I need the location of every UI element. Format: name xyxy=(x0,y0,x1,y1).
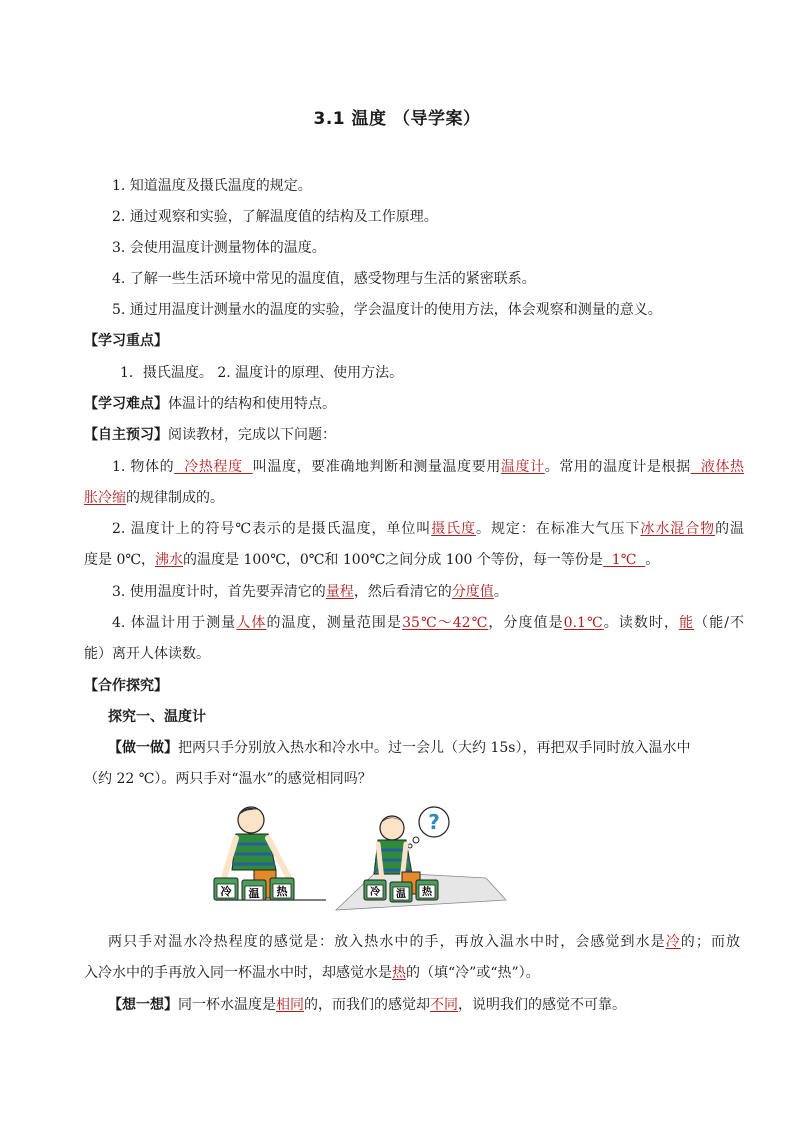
page-title: 3.1 温度 （导学案） xyxy=(313,109,481,129)
do-it-tag: 【做一做】 xyxy=(108,740,178,756)
q1-text: 。常用的温度计是根据 xyxy=(544,459,691,475)
feeling-text: 的（填“冷”或“热”）。 xyxy=(406,965,540,981)
preview-content: 阅读教材，完成以下问题： xyxy=(168,427,336,443)
q1-answer-2: 温度计 xyxy=(500,459,545,475)
feeling-text: 入冷水中的手再放入同一杯温水中时，却感觉水是 xyxy=(84,965,392,981)
q1-answer-3: 液体热 xyxy=(690,459,745,475)
do-it-line-2: （约 22 ℃）。两只手对“温水”的感觉相同吗？ xyxy=(84,771,372,787)
hands-in-water-illustration xyxy=(206,800,586,920)
question-1-line-2 xyxy=(84,488,716,508)
difficulties-content: 体温计的结构和使用特点。 xyxy=(168,396,336,412)
feeling-line-2 xyxy=(84,963,716,983)
key-points-content: 1．摄氏温度。 2. 温度计的原理、使用方法。 xyxy=(120,365,404,381)
question-1-line-1 xyxy=(84,457,744,477)
q1-answer-1: 冷热程度 xyxy=(174,459,253,475)
q2-answer-2: 冰水混合物 xyxy=(640,521,716,537)
q4-text: 的温度，测量范围是 xyxy=(266,615,403,631)
q3-text: 3. 使用温度计时，首先要弄清它的 xyxy=(112,584,326,600)
objective-5: 5. 通过用温度计测量水的温度的实验，学会温度计的使用方法，体会观察和测量的意义。 xyxy=(112,302,662,318)
label-warm: 温 xyxy=(248,887,260,900)
objective-4: 4. 了解一些生活环境中常见的温度值，感受物理与生活的紧密联系。 xyxy=(112,271,536,287)
key-points-heading: 【学习重点】 xyxy=(84,333,168,349)
explore-1-heading: 探究一、温度计 xyxy=(108,709,206,725)
q2-text: 2. 温度计上的符号℃表示的是摄氏温度，单位叫 xyxy=(112,521,432,537)
q4-text: 4. 体温计用于测量 xyxy=(112,615,237,631)
objective-3: 3. 会使用温度计测量物体的温度。 xyxy=(112,240,326,256)
q4-text: 。读数时， xyxy=(603,615,680,631)
q4-answer-3: 0.1℃ xyxy=(563,615,604,631)
feeling-text: 的；而放 xyxy=(680,934,741,950)
cooperate-heading: 【合作探究】 xyxy=(84,678,168,694)
right-scene xyxy=(336,807,506,910)
preview-line xyxy=(84,425,716,445)
q2-text: 。 xyxy=(645,552,660,568)
question-4-line-2: 能）离开人体读数。 xyxy=(84,646,210,662)
feeling-answer-1: 冷 xyxy=(665,934,681,950)
feeling-line-1 xyxy=(84,932,740,952)
label-warm-2: 温 xyxy=(396,889,406,900)
boy-head xyxy=(238,807,264,833)
feeling-answer-2: 热 xyxy=(392,965,406,981)
think-answer-2: 不同 xyxy=(430,997,458,1013)
q1-text: 的规律制成的。 xyxy=(126,490,224,506)
q2-text: 度是 0℃， xyxy=(84,552,156,568)
question-4-line-1 xyxy=(84,613,744,633)
q3-text: ，然后看清它的 xyxy=(353,584,452,600)
q3-answer-2: 分度值 xyxy=(451,584,494,600)
q2-text: 。规定：在标准大气压下 xyxy=(476,521,641,537)
q2-text: 的温度是 100℃，0℃和 100℃之间分成 100 个等份，每一等份是 xyxy=(183,552,603,568)
q4-answer-4: 能 xyxy=(679,615,695,631)
q1-text: 1. 物体的 xyxy=(112,459,175,475)
question-2-line-2 xyxy=(84,550,716,570)
q1-answer-3-cont: 胀冷缩 xyxy=(84,490,126,506)
label-hot: 热 xyxy=(276,885,288,898)
q4-answer-2: 35℃～42℃ xyxy=(402,615,489,631)
do-it-line-1 xyxy=(84,738,740,758)
difficulties-line xyxy=(84,394,716,414)
preview-heading: 【自主预习】 xyxy=(84,427,168,443)
question-2-line-1 xyxy=(84,519,744,539)
label-cold: 冷 xyxy=(220,885,232,898)
objective-2: 2. 通过观察和实验，了解温度值的结构及工作原理。 xyxy=(112,209,438,225)
question-3 xyxy=(84,582,744,602)
think-text: ，说明我们的感觉不可靠。 xyxy=(458,997,626,1013)
question-mark-icon: ? xyxy=(428,810,440,834)
think-answer-1: 相同 xyxy=(276,997,304,1013)
q1-text: 叫温度，要准确地判断和测量温度要用 xyxy=(252,459,501,475)
q3-text: 。 xyxy=(493,584,508,600)
q4-text: ，分度值是 xyxy=(488,615,564,631)
q4-answer-1: 人体 xyxy=(236,615,267,631)
q2-answer-3: 沸水 xyxy=(155,552,184,568)
difficulties-heading: 【学习难点】 xyxy=(84,396,168,412)
objective-1: 1. 知道温度及摄氏温度的规定。 xyxy=(112,178,312,194)
label-hot-2: 热 xyxy=(422,887,432,898)
think-text: 的，而我们的感觉却 xyxy=(304,997,430,1013)
q2-answer-4: 1℃ xyxy=(602,552,646,568)
think-text: 同一杯水温度是 xyxy=(178,997,276,1013)
think-tag: 【想一想】 xyxy=(108,997,178,1013)
left-scene xyxy=(214,807,326,900)
label-cold-2: 冷 xyxy=(370,887,380,898)
q2-text: 的温 xyxy=(715,521,745,537)
feeling-text: 两只手对温水冷热程度的感觉是：放入热水中的手，再放入温水中时，会感觉到水是 xyxy=(108,934,666,950)
q2-answer-1: 摄氏度 xyxy=(431,521,477,537)
q4-text: （能/不 xyxy=(694,615,745,631)
do-it-text: 把两只手分别放入热水和冷水中。过一会儿（大约 15s），再把双手同时放入温水中 xyxy=(178,740,691,756)
think-line xyxy=(84,995,740,1015)
q3-answer-1: 量程 xyxy=(325,584,354,600)
